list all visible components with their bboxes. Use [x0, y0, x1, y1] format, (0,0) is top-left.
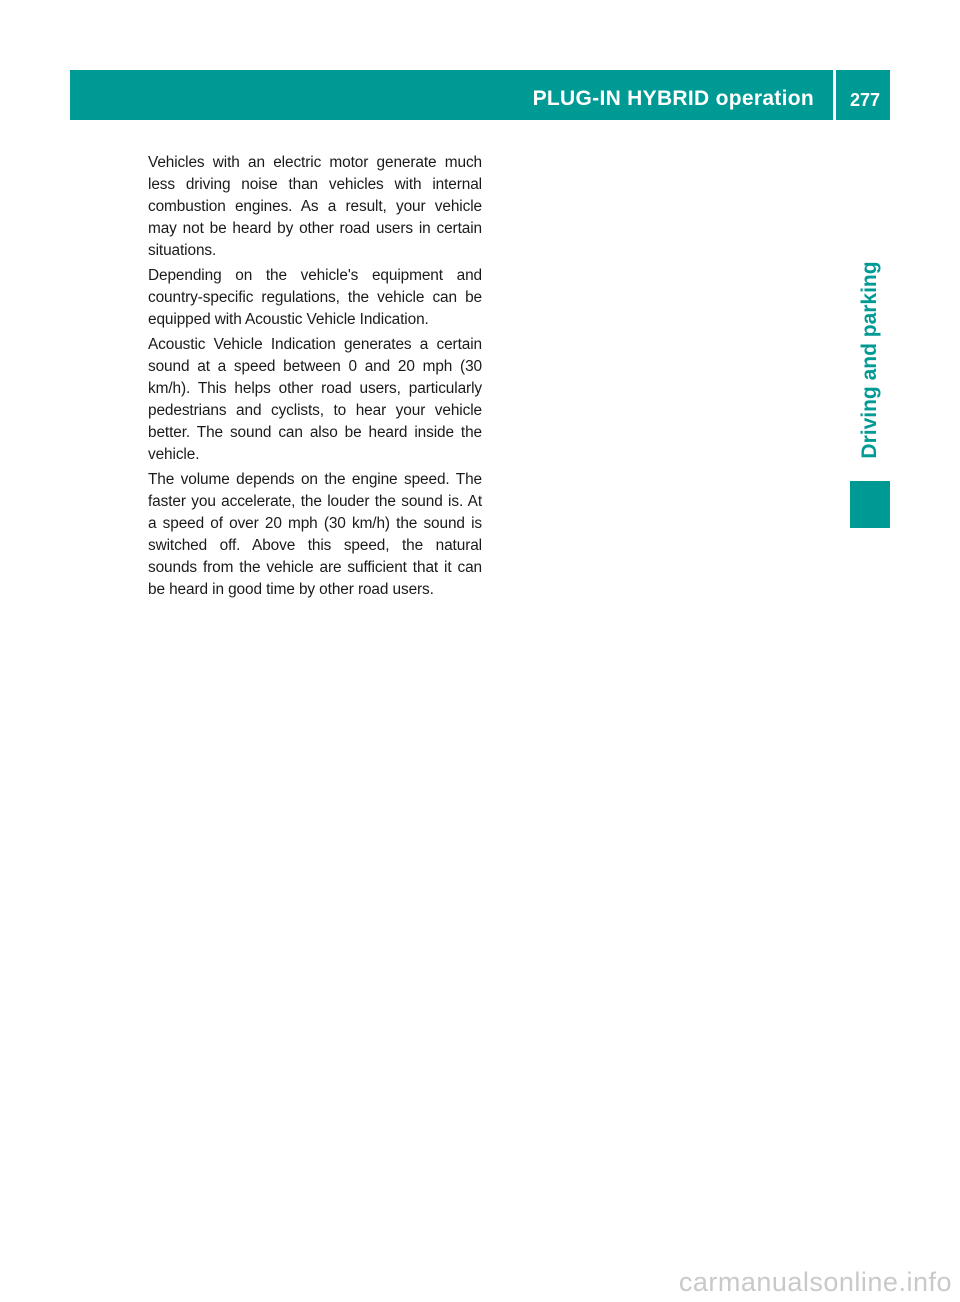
header-divider [833, 70, 836, 120]
chapter-tab-label: Driving and parking [858, 261, 881, 459]
paragraph-avi-sound: Acoustic Vehicle Indication generates a certain sound at a speed between 0 and 20 mph (30 km/h). This helps other road users, particularly pedestrians and cyclists, to hear your vehicle better. The sound can also be heard inside the vehicle. [148, 336, 482, 463]
chapter-tab [850, 240, 890, 480]
section-title: PLUG-IN HYBRID operation [532, 87, 814, 110]
page-header [70, 70, 890, 120]
body-text [148, 152, 482, 604]
watermark: carmanualsonline.info [678, 1267, 952, 1297]
page-number: 277 [849, 90, 881, 110]
chapter-marker [850, 481, 890, 528]
paragraph-electric-noise: Vehicles with an electric motor generate much less driving noise than vehicles with internal combustion engines. As a result, your vehicle may not be heard by other road users in certain situations. [148, 154, 482, 259]
paragraph-equipment: Depending on the vehicle's equipment and country-specific regulations, the vehicle can be equipped with Acoustic Vehicle Indication. [148, 267, 482, 328]
paragraph-volume: The volume depends on the engine speed. The faster you accelerate, the louder the sound is. At a speed of over 20 mph (30 km/h) the sound is switched off. Above this speed, the natural sounds from the vehicle are sufficient that it can be heard in good time by other road users. [148, 471, 482, 598]
